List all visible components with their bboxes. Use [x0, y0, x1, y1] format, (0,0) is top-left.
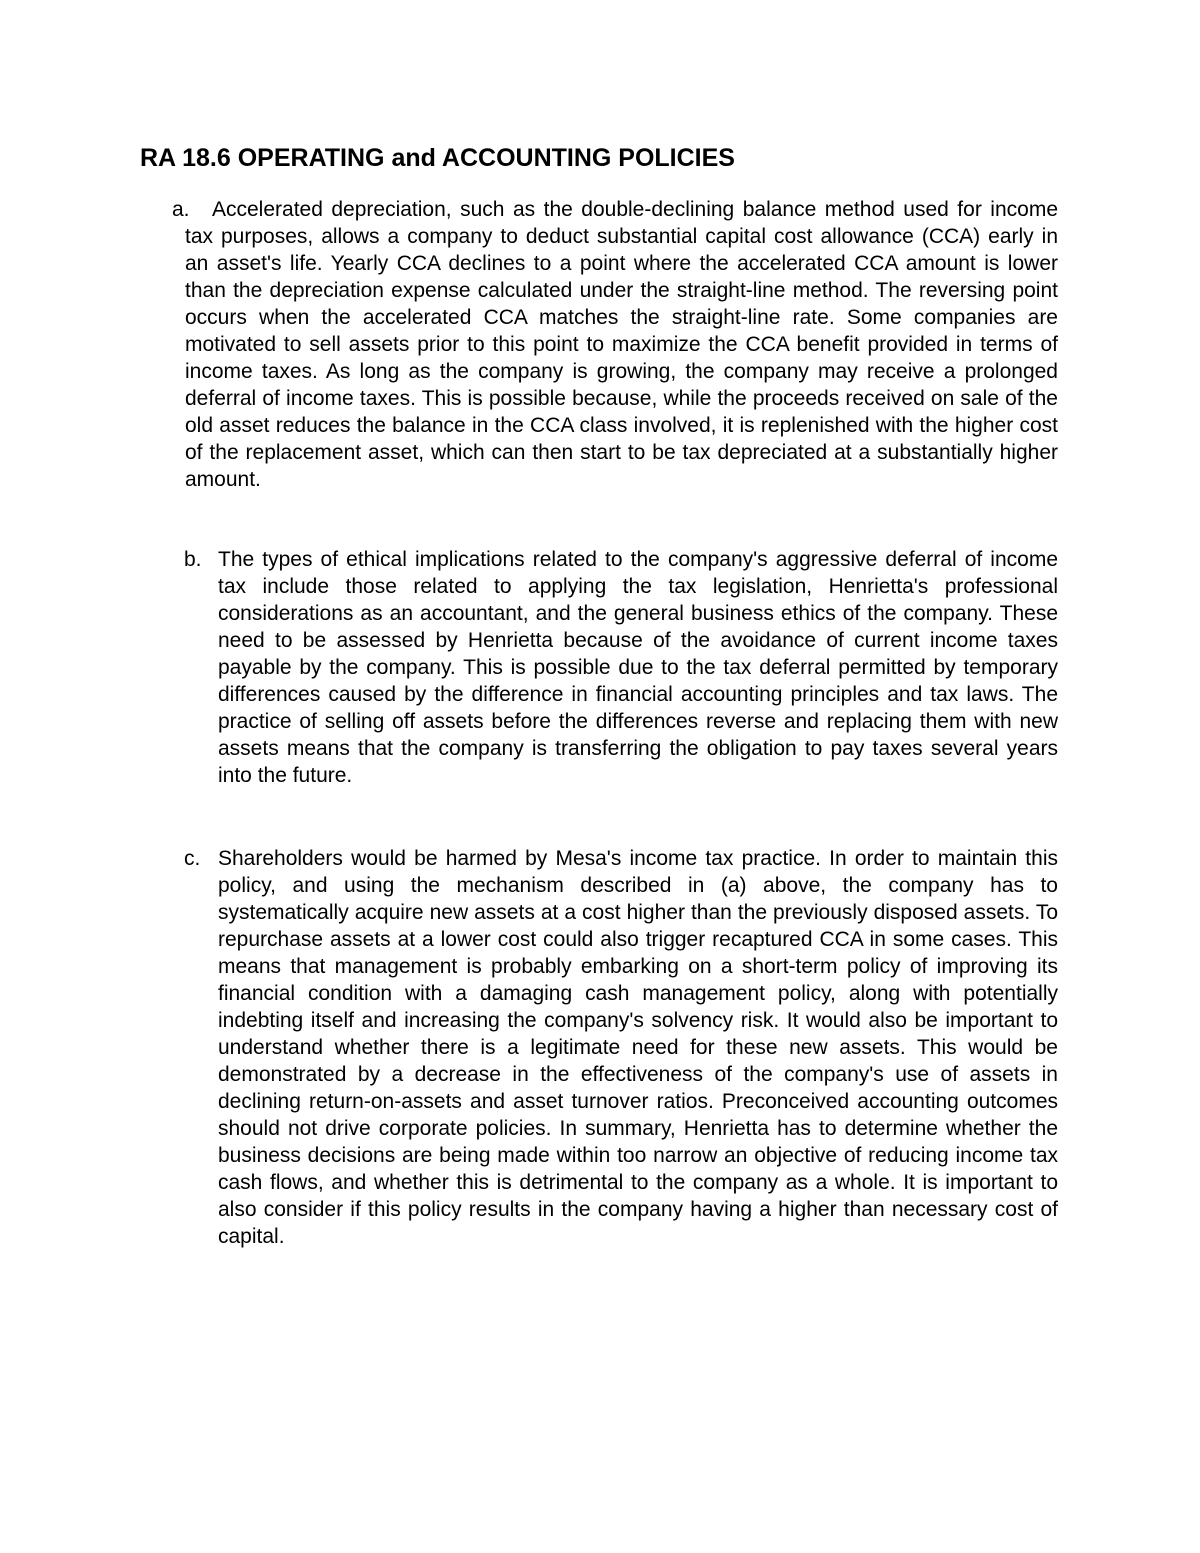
document-title: RA 18.6 OPERATING and ACCOUNTING POLICIES — [140, 144, 735, 172]
list-item-a-text: Accelerated depreciation, such as the double-declining balance method used for income tax purposes, allows a company to deduct substantial capital cost allowance (CCA) early in an asset's life. Yearly CCA declines to a point where the accelerated CCA amount is lower than the depreciation expense calculated under the straight-line method. The reversing point occurs when the accelerated CCA matches the straight-line rate. Some companies are motivated to sell assets prior to this point to maximize the CCA benefit provided in terms of income taxes. As long as the company is growing, the company may receive a prolonged deferral of income taxes. This is possible because, while the proceeds received on sale of the old asset reduces the balance in the CCA class involved, it is replenished with the higher cost of the replacement asset, which can then start to be tax depreciated at a substantially higher amount. — [185, 198, 1058, 491]
list-item-c — [184, 845, 1058, 1250]
list-item-b-text: The types of ethical implications related to the company's aggressive deferral of income tax include those related to applying the tax legislation, Henrietta's professional considerations as an accountant, and the general business ethics of the company. These need to be assessed by Henrietta because of the avoidance of current income taxes payable by the company. This is possible due to the tax deferral permitted by temporary differences caused by the difference in financial accounting principles and tax laws. The practice of selling off assets before the differences reverse and replacing them with new assets means that the company is transferring the obligation to pay taxes several years into the future. — [218, 548, 1058, 787]
list-item-b — [184, 546, 1058, 789]
list-marker-b: b. — [184, 548, 202, 571]
list-marker-a: a. — [172, 198, 190, 221]
list-marker-c: c. — [184, 847, 201, 870]
list-item-c-text: Shareholders would be harmed by Mesa's income tax practice. In order to maintain this policy, and using the mechanism described in (a) above, the company has to systematically acquire new assets at a cost higher than the previously disposed assets. To repurchase assets at a lower cost could also trigger recaptured CCA in some cases. This means that management is probably embarking on a short-term policy of improving its financial condition with a damaging cash management policy, along with potentially indebting itself and increasing the company's solvency risk. It would also be important to understand whether there is a legitimate need for these new assets. This would be demonstrated by a decrease in the effectiveness of the company's use of assets in declining return-on-assets and asset turnover ratios. Preconceived accounting outcomes should not drive corporate policies. In summary, Henrietta has to determine whether the business decisions are being made within too narrow an objective of reducing income tax cash flows, and whether this is detrimental to the company as a whole. It is important to also consider if this policy results in the company having a higher than necessary cost of capital. — [218, 847, 1058, 1248]
list-item-a — [172, 196, 1058, 493]
